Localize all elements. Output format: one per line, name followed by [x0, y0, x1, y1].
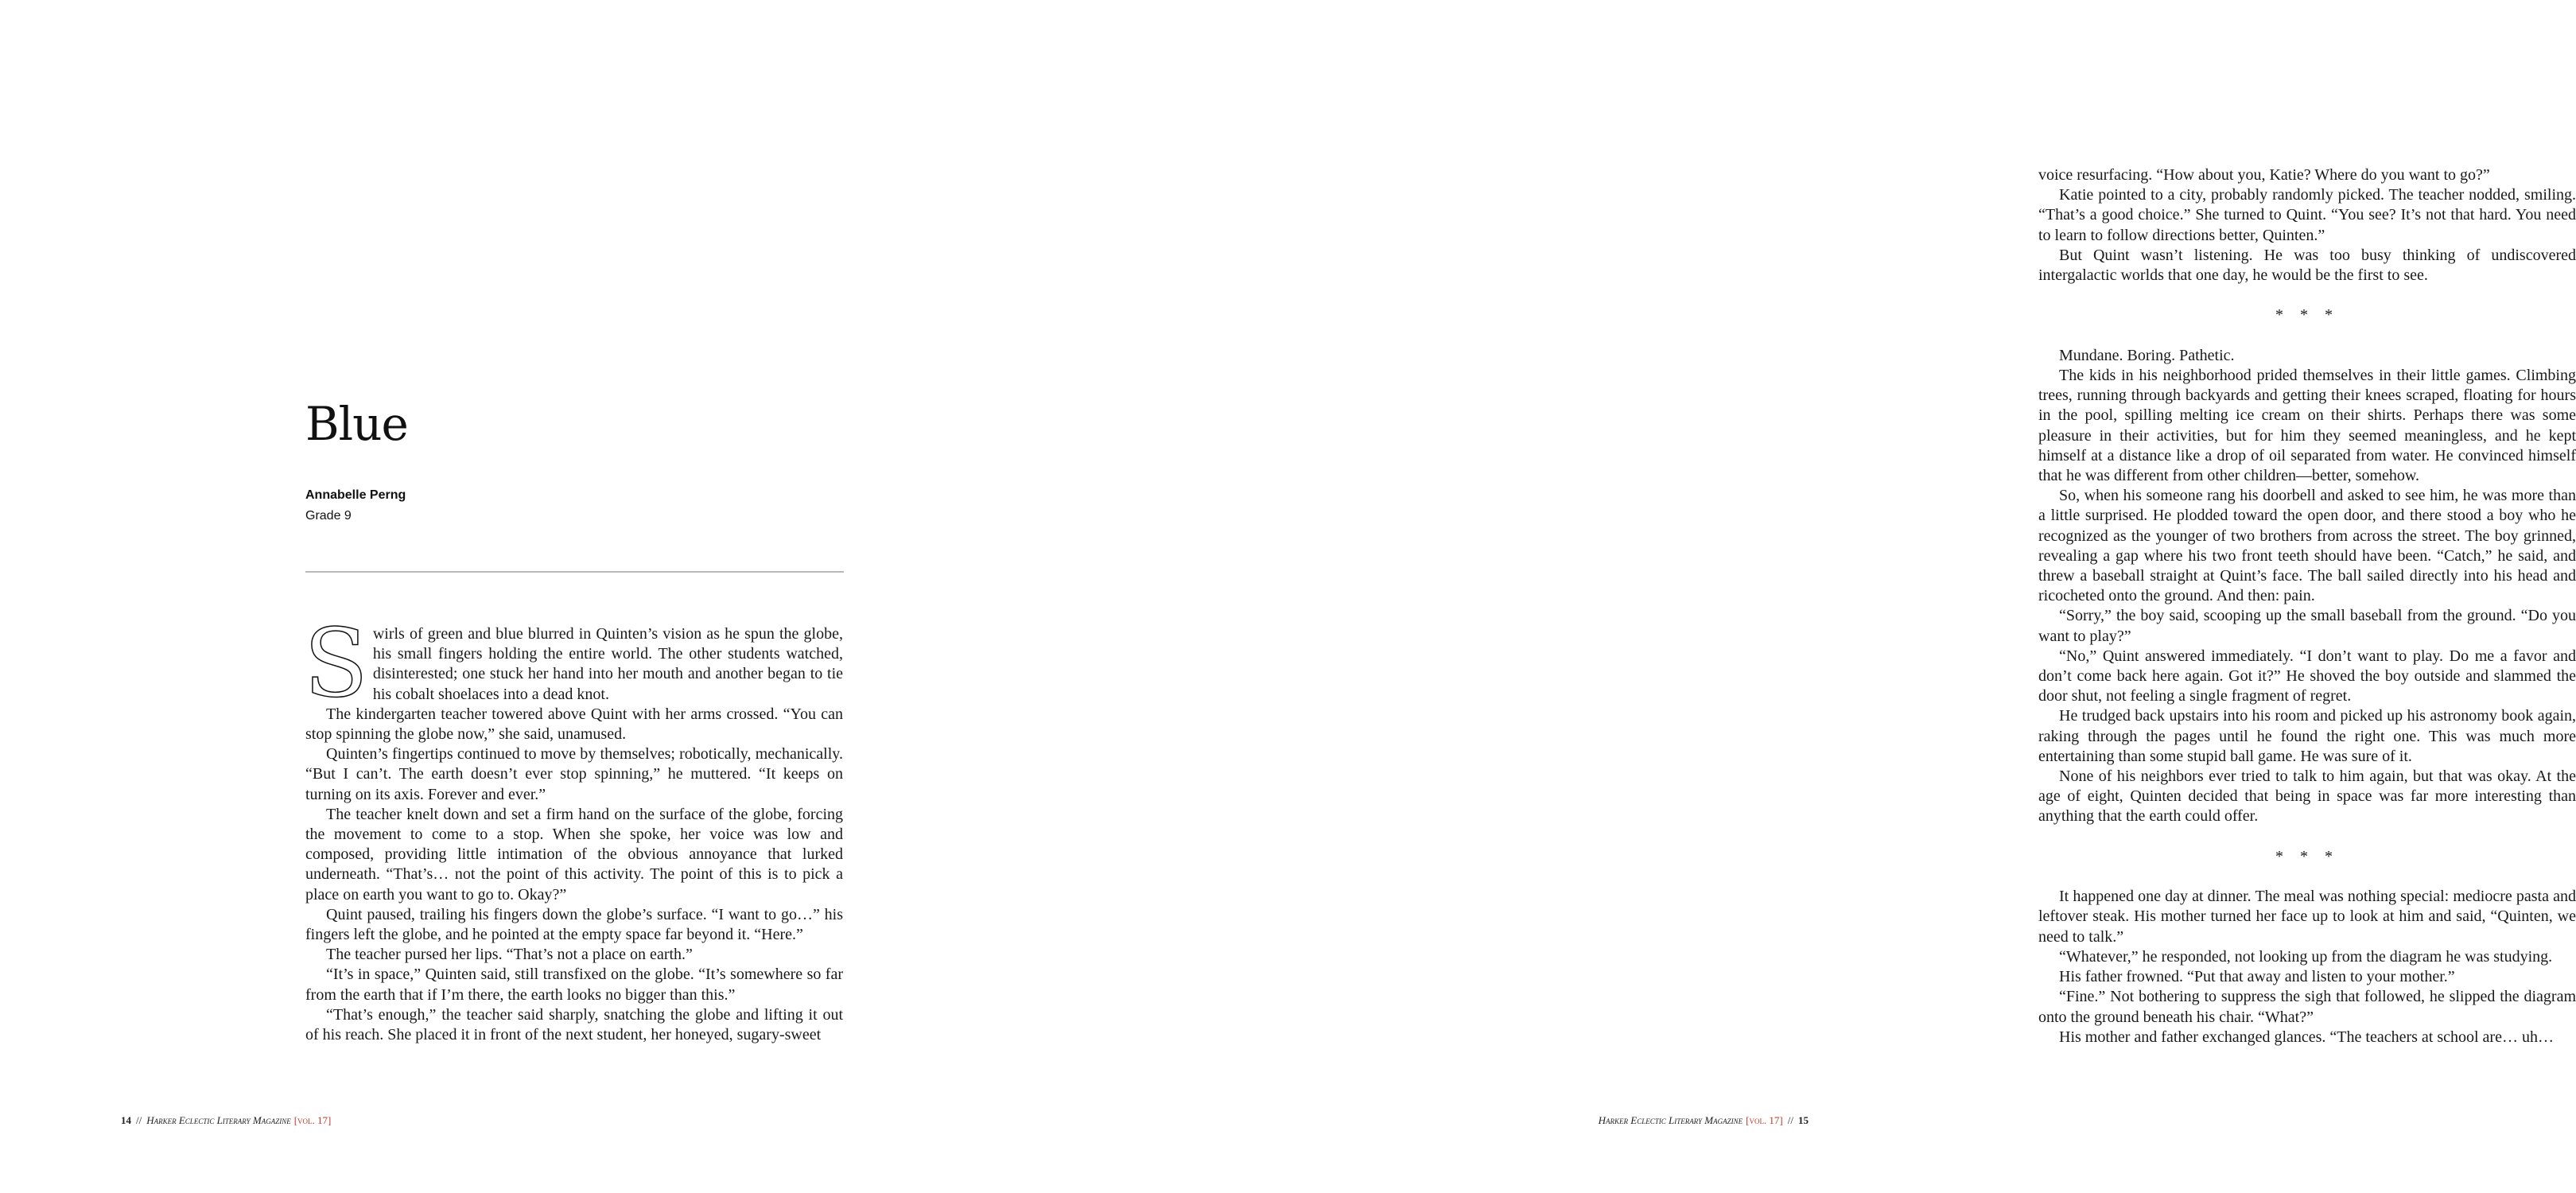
author-name: Annabelle Perng — [305, 488, 406, 502]
paragraph: “Fine.” Not bothering to suppress the sigh that followed, he slipped the diagram onto the ground beneath his chair. “What?” — [2038, 988, 2576, 1026]
page-number: 14 — [121, 1114, 131, 1126]
footer-separator: // — [136, 1114, 142, 1126]
paragraph: The kids in his neighborhood prided themselves in their little games. Climbing trees, running through backyards and getting their knees scraped, floating for hours in the pool, spilling melting ice cream on their shirts. Perhaps there was some pleasure in their activities, but for him they seemed meaningless, and he kept himself at a distance like a drop of oil separated from water. He convinced himself that he was different from other children—better, somehow. — [2038, 367, 2576, 485]
paragraph: Katie pointed to a city, probably randomly picked. The teacher nodded, smiling. “That’s a good choice.” She turned to Quint. “You see? It’s not that hard. You need to learn to follow directions better, Quinten.” — [2038, 186, 2576, 244]
paragraph: Mundane. Boring. Pathetic. — [2059, 346, 2235, 364]
opening-paragraph — [304, 608, 843, 718]
paragraph: His mother and father exchanged glances. “The teachers at school are… uh… — [2059, 1028, 2554, 1046]
title-divider — [305, 571, 844, 573]
section-break: * * * — [2275, 306, 2339, 324]
author-grade: Grade 9 — [305, 509, 352, 523]
paragraph: The teacher pursed her lips. “That’s not a place on earth.” — [326, 946, 693, 964]
volume-label: [vol. 17] — [293, 1114, 332, 1126]
paragraph: “Sorry,” the boy said, scooping up the small baseball from the ground. “Do you want to play?” — [2038, 607, 2576, 645]
paragraph: “That’s enough,” the teacher said sharply, snatching the globe and lifting it out of his reach. She placed it in front of the next student, her honeyed, sugary-sweet — [305, 1005, 843, 1044]
magazine-name: Harker Eclectic Literary Magazine — [146, 1114, 291, 1126]
left-text-column — [304, 608, 843, 1045]
paragraph: It happened one day at dinner. The meal was nothing special: mediocre pasta and leftover steak. His mother turned her face up to look at him and said, “Quinten, we need to talk.” — [2038, 888, 2576, 946]
right-page-footer — [1599, 1113, 1809, 1128]
paragraph: None of his neighbors ever tried to talk to him again, but that was okay. At the age of eight, Quinten decided that being in space was far more interesting than anything that the earth could offer. — [2038, 767, 2576, 826]
magazine-name: Harker Eclectic Literary Magazine — [1598, 1114, 1743, 1126]
left-page — [0, 0, 954, 1193]
right-text-column — [2038, 165, 2576, 1047]
paragraph: “It’s in space,” Quinten said, still transfixed on the globe. “It’s somewhere so far from the earth that if I’m there, the earth looks no bigger than this.” — [305, 966, 843, 1004]
volume-label: [vol. 17] — [1746, 1114, 1783, 1126]
paragraph: His father frowned. “Put that away and listen to your mother.” — [2059, 968, 2455, 986]
paragraph: The kindergarten teacher towered above Quint with her arms crossed. “You can stop spinning the globe now,” she said, unamused. — [305, 705, 843, 744]
section-break: * * * — [2275, 847, 2339, 865]
right-page — [954, 0, 2576, 1193]
paragraph: So, when his someone rang his doorbell and asked to see him, he was more than a little surprised. He plodded toward the open door, and there stood a boy who he recognized as the younger of two brothers from across the street. The boy grinned, revealing a gap where his two front teeth should have been. “Catch,” he said, and threw a baseball straight at Quint’s face. The ball sailed directly into his head and ricocheted onto the ground. And then: pain. — [2038, 487, 2576, 605]
paragraph: “No,” Quint answered immediately. “I don’t want to play. Do me a favor and don’t come back here again. Got it?” He shoved the boy outside and slammed the door shut, not feeling a single fragment of regret. — [2038, 647, 2576, 705]
story-title: Blue — [305, 397, 408, 451]
left-page-footer — [121, 1113, 331, 1128]
paragraph: The teacher knelt down and set a firm hand on the surface of the globe, forcing the movement to come to a stop. When she spoke, her voice was low and composed, providing little intimation of the obvious annoyance that lurked underneath. “That’s… not the point of this activity. The point of this is to pick a place on earth you want to go to. Okay?” — [305, 805, 843, 903]
footer-separator: // — [1787, 1114, 1793, 1126]
continued-paragraph: voice resurfacing. “How about you, Katie? Where do you want to go?” — [2038, 166, 2490, 184]
opening-paragraph-text: wirls of green and blue blurred in Quinten’s vision as he spun the globe, his small fingers holding the entire world. The other students watched, disinterested; one stuck her hand into her mouth and another began to tie his cobalt shoelaces into a dead knot. — [372, 625, 843, 703]
paragraph: But Quint wasn’t listening. He was too busy thinking of undiscovered intergalactic worlds that one day, he would be the first to see. — [2038, 246, 2576, 285]
page-number: 15 — [1798, 1114, 1809, 1126]
paragraph: Quinten’s fingertips continued to move by themselves; robotically, mechanically. “But I can’t. The earth doesn’t ever stop spinning,” he muttered. “It keeps on turning on its axis. Forever and ever.” — [305, 745, 843, 803]
paragraph: He trudged back upstairs into his room and picked up his astronomy book again, raking through the pages until he found the right one. This was much more entertaining than some stupid ball game. He was sure of it. — [2038, 707, 2576, 765]
paragraph: Quint paused, trailing his fingers down the globe’s surface. “I want to go…” his fingers left the globe, and he pointed at the empty space far beyond it. “Here.” — [305, 905, 843, 944]
paragraph: “Whatever,” he responded, not looking up from the diagram he was studying. — [2059, 947, 2553, 966]
drop-cap: S — [304, 608, 368, 718]
